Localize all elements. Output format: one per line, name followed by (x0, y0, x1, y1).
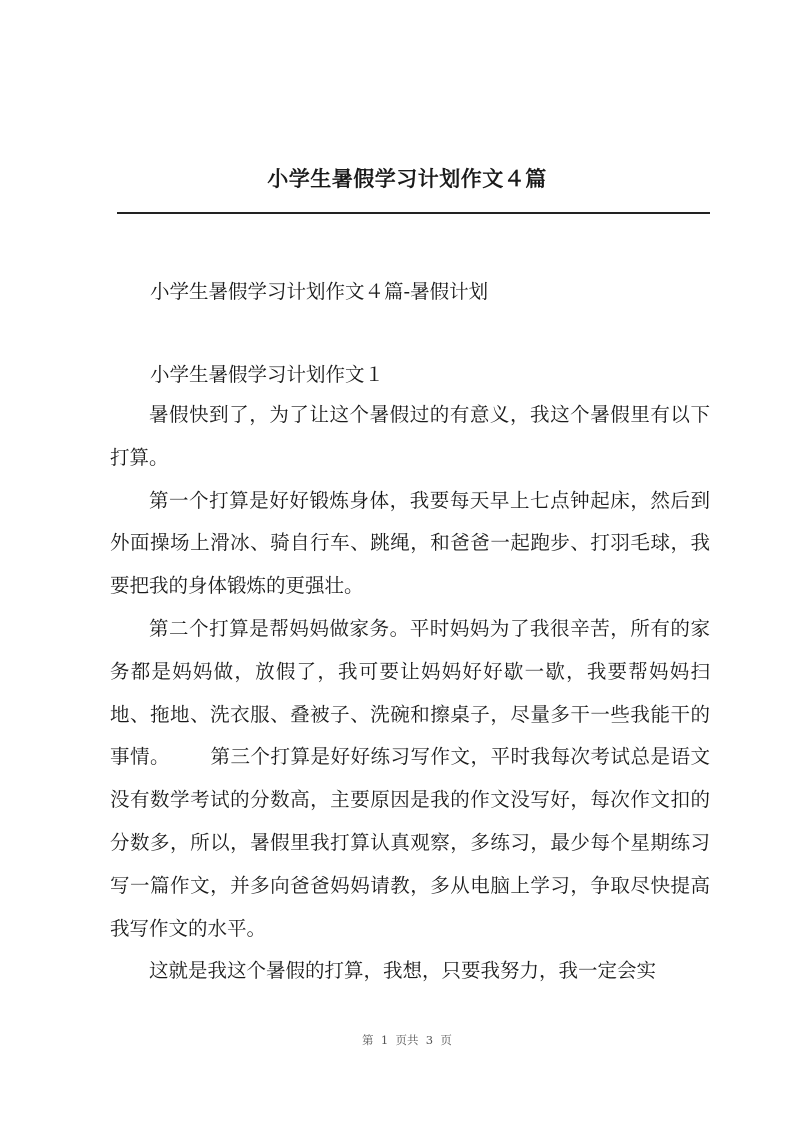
paragraph-4: 这就是我这个暑假的打算，我想，只要我努力，我一定会实 (149, 959, 657, 983)
paragraph-2: 第一个打算是好好锻炼身体，我要每天早上七点钟起床，然后到外面操场上滑冰、骑自行车、跳绳，和爸爸一起跑步、打羽毛球，我要把我的身体锻炼的更强壮。 (110, 488, 710, 598)
paragraph-1: 暑假快到了，为了让这个暑假过的有意义，我这个暑假里有以下打算。 (110, 403, 710, 469)
paragraph-3-part-b: 第三个打算是好好练习写作文，平时我每次考试总是语文没有数学考试的分数高，主要原因是我的作文没写好，每次作文扣的分数多，所以，暑假里我打算认真观察，多练习，最少每个星期练习写一篇作文，并多向爸爸妈妈请教，多从电脑上学习，争取尽快提高我写作文的水平。 (110, 745, 710, 940)
title-divider (117, 212, 710, 214)
section-heading: 小学生暑假学习计划作文１ (150, 363, 385, 386)
page-footer: 第 1 页共 3 页 (362, 1033, 452, 1047)
essay-body (110, 394, 710, 993)
document-title: 小学生暑假学习计划作文４篇 (267, 166, 547, 191)
document-subtitle: 小学生暑假学习计划作文４篇-暑假计划 (150, 280, 489, 303)
paragraph-3-part-a: 第二个打算是帮妈妈做家务。平时妈妈为了我很辛苦，所有的家务都是妈妈做，放假了，我可要让妈妈好好歇一歇，我要帮妈妈扫地、拖地、洗衣服、叠被子、洗碗和擦桌子，尽量多干一些我能干的事情。 (110, 616, 710, 769)
paragraph-3 (110, 608, 710, 950)
